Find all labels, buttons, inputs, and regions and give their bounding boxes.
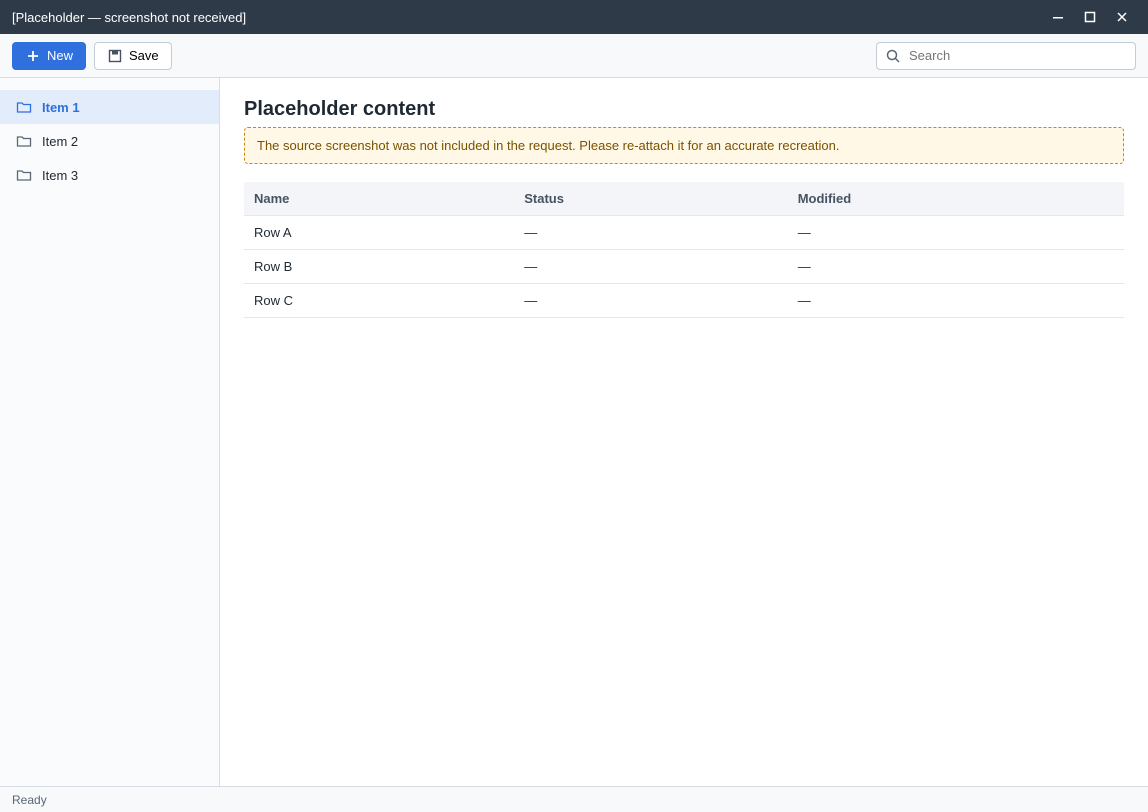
sidebar-item-label: Item 2 — [42, 133, 79, 149]
table-row[interactable] — [244, 284, 1124, 318]
save-button-label: Save — [129, 48, 159, 63]
column-header[interactable]: Status — [514, 182, 788, 216]
missing-image-notice: The source screenshot was not included in the request. Please re-attach it for an accurate recreation. — [244, 127, 1124, 164]
close-button[interactable] — [1108, 6, 1136, 28]
table-row[interactable] — [244, 216, 1124, 250]
table-cell: Row C — [244, 284, 514, 318]
search-icon — [885, 48, 901, 64]
sidebar-item-1[interactable] — [0, 90, 219, 124]
maximize-icon — [1082, 9, 1098, 25]
table-header-row — [244, 182, 1124, 216]
table-cell: — — [788, 284, 1124, 318]
minimize-button[interactable] — [1044, 6, 1072, 28]
folder-icon — [16, 167, 32, 183]
save-button[interactable] — [94, 42, 172, 70]
table-cell: — — [514, 216, 788, 250]
data-table — [244, 182, 1124, 318]
sidebar-item-label: Item 1 — [42, 99, 80, 115]
sidebar-item-3[interactable] — [0, 158, 219, 192]
table-cell: Row A — [244, 216, 514, 250]
status-bar — [0, 786, 1148, 812]
column-header[interactable]: Modified — [788, 182, 1124, 216]
column-header[interactable]: Name — [244, 182, 514, 216]
content-area — [0, 78, 1148, 786]
sidebar-item-label: Item 3 — [42, 167, 79, 183]
table-cell: Row B — [244, 250, 514, 284]
search-box — [876, 42, 1136, 70]
page-title: Placeholder content — [244, 98, 436, 120]
folder-icon — [16, 133, 32, 149]
plus-icon — [25, 48, 41, 64]
minimize-icon — [1050, 9, 1066, 25]
status-text: Ready — [12, 792, 47, 807]
toolbar — [0, 34, 1148, 78]
table-cell: — — [788, 216, 1124, 250]
table-cell: — — [514, 284, 788, 318]
new-button-label: New — [47, 48, 74, 63]
sidebar — [0, 78, 220, 786]
save-icon — [107, 48, 123, 64]
main-panel — [220, 78, 1148, 786]
title-bar — [0, 0, 1148, 34]
table-cell: — — [788, 250, 1124, 284]
table-cell: — — [514, 250, 788, 284]
search-input[interactable] — [907, 47, 1127, 64]
window-title: [Placeholder — screenshot not received] — [12, 9, 247, 25]
maximize-button[interactable] — [1076, 6, 1104, 28]
table-row[interactable] — [244, 250, 1124, 284]
close-icon — [1114, 9, 1130, 25]
sidebar-item-2[interactable] — [0, 124, 219, 158]
new-button[interactable] — [12, 42, 86, 70]
folder-icon — [16, 99, 32, 115]
